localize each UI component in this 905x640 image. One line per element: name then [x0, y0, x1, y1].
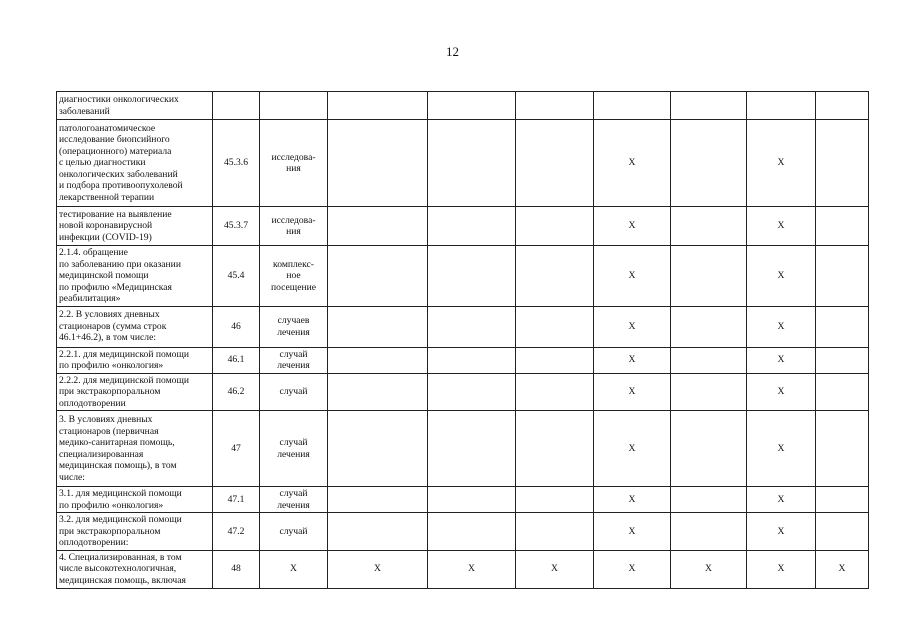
- value-cell: [328, 373, 428, 411]
- value-cell: [671, 411, 747, 487]
- value-cell: X: [516, 550, 594, 588]
- value-cell: X: [747, 246, 816, 307]
- value-cell: [516, 513, 594, 551]
- value-cell: X: [594, 120, 671, 207]
- row-name-cell: 2.2.1. для медицинской помощи по профилю «онкология»: [57, 347, 213, 373]
- unit-cell: X: [260, 550, 328, 588]
- row-name-cell: патологоанатомическое исследование биопсийного (операционного) материала с целью диагностики онкологических заболеваний и подбора противоопухолевой лекарственной терапии: [57, 120, 213, 207]
- value-cell: [516, 373, 594, 411]
- unit-cell: случаев лечения: [260, 306, 328, 347]
- unit-cell: случай лечения: [260, 487, 328, 513]
- value-cell: [428, 306, 516, 347]
- value-cell: X: [747, 513, 816, 551]
- value-cell: [328, 347, 428, 373]
- value-cell: X: [747, 120, 816, 207]
- value-cell: X: [747, 411, 816, 487]
- row-number-cell: 47.2: [213, 513, 260, 551]
- value-cell: [428, 487, 516, 513]
- value-cell: [328, 513, 428, 551]
- value-cell: X: [328, 550, 428, 588]
- unit-cell: комплекс- ное посещение: [260, 246, 328, 307]
- value-cell: [816, 373, 869, 411]
- value-cell: [516, 347, 594, 373]
- value-cell: [816, 513, 869, 551]
- value-cell: [428, 411, 516, 487]
- table-row: [57, 207, 869, 246]
- row-name-cell: 2.1.4. обращение по заболеванию при оказании медицинской помощи по профилю «Медицинская реабилитация»: [57, 246, 213, 307]
- row-name-cell: 3.1. для медицинской помощи по профилю «онкология»: [57, 487, 213, 513]
- value-cell: [328, 246, 428, 307]
- value-cell: [428, 207, 516, 246]
- table-row: [57, 92, 869, 120]
- value-cell: [816, 487, 869, 513]
- row-number-cell: 47.1: [213, 487, 260, 513]
- row-number-cell: 47: [213, 411, 260, 487]
- table-row: [57, 347, 869, 373]
- row-name-cell: 3. В условиях дневных стационаров (первичная медико-санитарная помощь, специализированная медицинская помощь), в том числе:: [57, 411, 213, 487]
- value-cell: X: [594, 207, 671, 246]
- value-cell: X: [747, 487, 816, 513]
- value-cell: [516, 306, 594, 347]
- unit-cell: исследова- ния: [260, 120, 328, 207]
- value-cell: [428, 513, 516, 551]
- unit-cell: исследова- ния: [260, 207, 328, 246]
- table-row: [57, 550, 869, 588]
- value-cell: [328, 92, 428, 120]
- value-cell: [428, 246, 516, 307]
- unit-cell: случай: [260, 513, 328, 551]
- table-row: [57, 120, 869, 207]
- table-row: [57, 373, 869, 411]
- value-cell: X: [428, 550, 516, 588]
- value-cell: [328, 411, 428, 487]
- value-cell: [671, 513, 747, 551]
- value-cell: [816, 207, 869, 246]
- value-cell: [816, 347, 869, 373]
- value-cell: X: [594, 306, 671, 347]
- value-cell: [328, 306, 428, 347]
- value-cell: [516, 92, 594, 120]
- value-cell: [816, 120, 869, 207]
- value-cell: [816, 306, 869, 347]
- value-cell: [671, 207, 747, 246]
- row-number-cell: 45.3.7: [213, 207, 260, 246]
- value-cell: [747, 92, 816, 120]
- row-name-cell: 2.2. В условиях дневных стационаров (сумма строк 46.1+46.2), в том числе:: [57, 306, 213, 347]
- value-cell: X: [747, 207, 816, 246]
- row-name-cell: 3.2. для медицинской помощи при экстракорпоральном оплодотворении:: [57, 513, 213, 551]
- value-cell: [428, 120, 516, 207]
- row-number-cell: 46: [213, 306, 260, 347]
- value-cell: X: [594, 411, 671, 487]
- value-cell: [594, 92, 671, 120]
- value-cell: [428, 347, 516, 373]
- value-cell: X: [594, 513, 671, 551]
- value-cell: [816, 411, 869, 487]
- unit-cell: случай: [260, 373, 328, 411]
- value-cell: X: [671, 550, 747, 588]
- unit-cell: случай лечения: [260, 347, 328, 373]
- value-cell: [671, 92, 747, 120]
- value-cell: [516, 120, 594, 207]
- table-row: [57, 246, 869, 307]
- value-cell: X: [594, 347, 671, 373]
- page-number: 12: [446, 44, 459, 59]
- row-name-cell: тестирование на выявление новой коронавирусной инфекции (COVID-19): [57, 207, 213, 246]
- row-number-cell: 45.4: [213, 246, 260, 307]
- document-table: [56, 91, 869, 589]
- row-number-cell: 45.3.6: [213, 120, 260, 207]
- table-row: [57, 513, 869, 551]
- value-cell: X: [594, 246, 671, 307]
- row-name-cell: 4. Специализированная, в том числе высокотехнологичная, медицинская помощь, включая: [57, 550, 213, 588]
- value-cell: X: [594, 550, 671, 588]
- value-cell: X: [747, 306, 816, 347]
- value-cell: [516, 411, 594, 487]
- value-cell: X: [747, 550, 816, 588]
- value-cell: [516, 487, 594, 513]
- value-cell: [516, 246, 594, 307]
- table-row: [57, 411, 869, 487]
- row-number-cell: 46.2: [213, 373, 260, 411]
- value-cell: [671, 487, 747, 513]
- value-cell: [671, 373, 747, 411]
- row-number-cell: 48: [213, 550, 260, 588]
- value-cell: [671, 246, 747, 307]
- unit-cell: [260, 92, 328, 120]
- value-cell: [816, 246, 869, 307]
- value-cell: [428, 92, 516, 120]
- row-name-cell: 2.2.2. для медицинской помощи при экстракорпоральном оплодотворении: [57, 373, 213, 411]
- unit-cell: случай лечения: [260, 411, 328, 487]
- table-row: [57, 487, 869, 513]
- value-cell: [328, 120, 428, 207]
- value-cell: X: [594, 373, 671, 411]
- value-cell: [671, 120, 747, 207]
- value-cell: [328, 207, 428, 246]
- value-cell: [816, 92, 869, 120]
- value-cell: [671, 347, 747, 373]
- row-number-cell: [213, 92, 260, 120]
- value-cell: [516, 207, 594, 246]
- value-cell: X: [816, 550, 869, 588]
- row-number-cell: 46.1: [213, 347, 260, 373]
- value-cell: [671, 306, 747, 347]
- value-cell: X: [594, 487, 671, 513]
- value-cell: [328, 487, 428, 513]
- value-cell: X: [747, 347, 816, 373]
- value-cell: X: [747, 373, 816, 411]
- table-row: [57, 306, 869, 347]
- value-cell: [428, 373, 516, 411]
- row-name-cell: диагностики онкологических заболеваний: [57, 92, 213, 120]
